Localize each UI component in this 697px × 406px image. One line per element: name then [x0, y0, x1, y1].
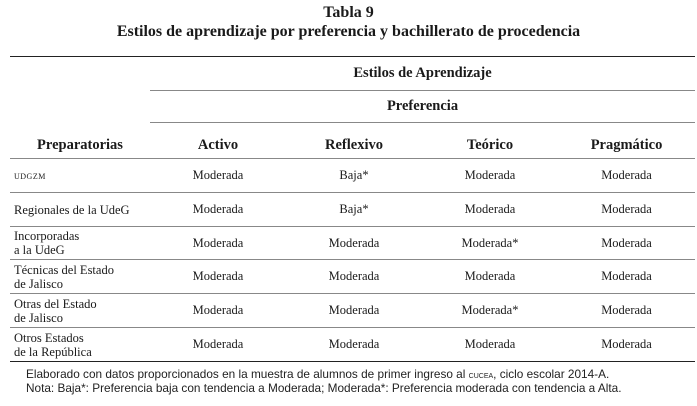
col-header-pragmatico: Pragmático: [558, 123, 695, 159]
table-cell: Moderada: [286, 260, 422, 294]
row-label: udgzm: [10, 159, 150, 193]
row-label: Otras del Estado de Jalisco: [10, 294, 150, 328]
table-cell: Baja*: [286, 159, 422, 193]
table-cell: Moderada: [558, 328, 695, 362]
row-label: Incorporadas a la UdeG: [10, 227, 150, 260]
table-cell: Moderada: [286, 328, 422, 362]
table-cell: Moderada: [422, 193, 558, 227]
table-cell: Moderada: [286, 294, 422, 328]
table-cell: Moderada: [286, 227, 422, 260]
table-cell: Moderada: [422, 328, 558, 362]
col-header-teorico: Teórico: [422, 123, 558, 159]
table-cell: Moderada: [558, 260, 695, 294]
subgroup-header: Preferencia: [150, 91, 695, 123]
row-header: Preparatorias: [10, 123, 150, 159]
table-cell: Moderada: [150, 260, 286, 294]
table-cell: Moderada: [558, 294, 695, 328]
row-label: Técnicas del Estado de Jalisco: [10, 260, 150, 294]
table-cell: Moderada: [150, 193, 286, 227]
table-cell: Moderada: [150, 159, 286, 193]
table-cell: Moderada*: [422, 294, 558, 328]
col-header-reflexivo: Reflexivo: [286, 123, 422, 159]
table-row: [10, 227, 695, 260]
table-cell: Moderada: [150, 328, 286, 362]
table-cell: Moderada: [422, 260, 558, 294]
table-row: [10, 294, 695, 328]
table-row: [10, 328, 695, 362]
table-cell: Moderada: [558, 193, 695, 227]
table-cell: Moderada*: [422, 227, 558, 260]
table-cell: Moderada: [422, 159, 558, 193]
group-header: Estilos de Aprendizaje: [150, 57, 695, 91]
table-cell: Baja*: [286, 193, 422, 227]
table-row: [10, 193, 695, 227]
table-cell: Moderada: [150, 227, 286, 260]
table-subtitle: Estilos de aprendizaje por preferencia y bachillerato de procedencia: [116, 23, 581, 40]
source-note: Elaborado con datos proporcionados en la muestra de alumnos de primer ingreso al cucea, ciclo escolar 2014-A.: [26, 367, 610, 381]
table-cell: Moderada: [558, 227, 695, 260]
learning-styles-table: [10, 56, 695, 362]
table-cell: Moderada: [558, 159, 695, 193]
table-cell: Moderada: [150, 294, 286, 328]
table-title: Tabla 9: [323, 4, 374, 21]
table-row: [10, 260, 695, 294]
row-label: Regionales de la UdeG: [10, 193, 150, 227]
legend-note: Nota: Baja*: Preferencia baja con tendencia a Moderada; Moderada*: Preferencia moderada con tendencia a Alta.: [26, 381, 622, 395]
table-row: [10, 159, 695, 193]
row-label: Otros Estados de la República: [10, 328, 150, 362]
col-header-activo: Activo: [150, 123, 286, 159]
